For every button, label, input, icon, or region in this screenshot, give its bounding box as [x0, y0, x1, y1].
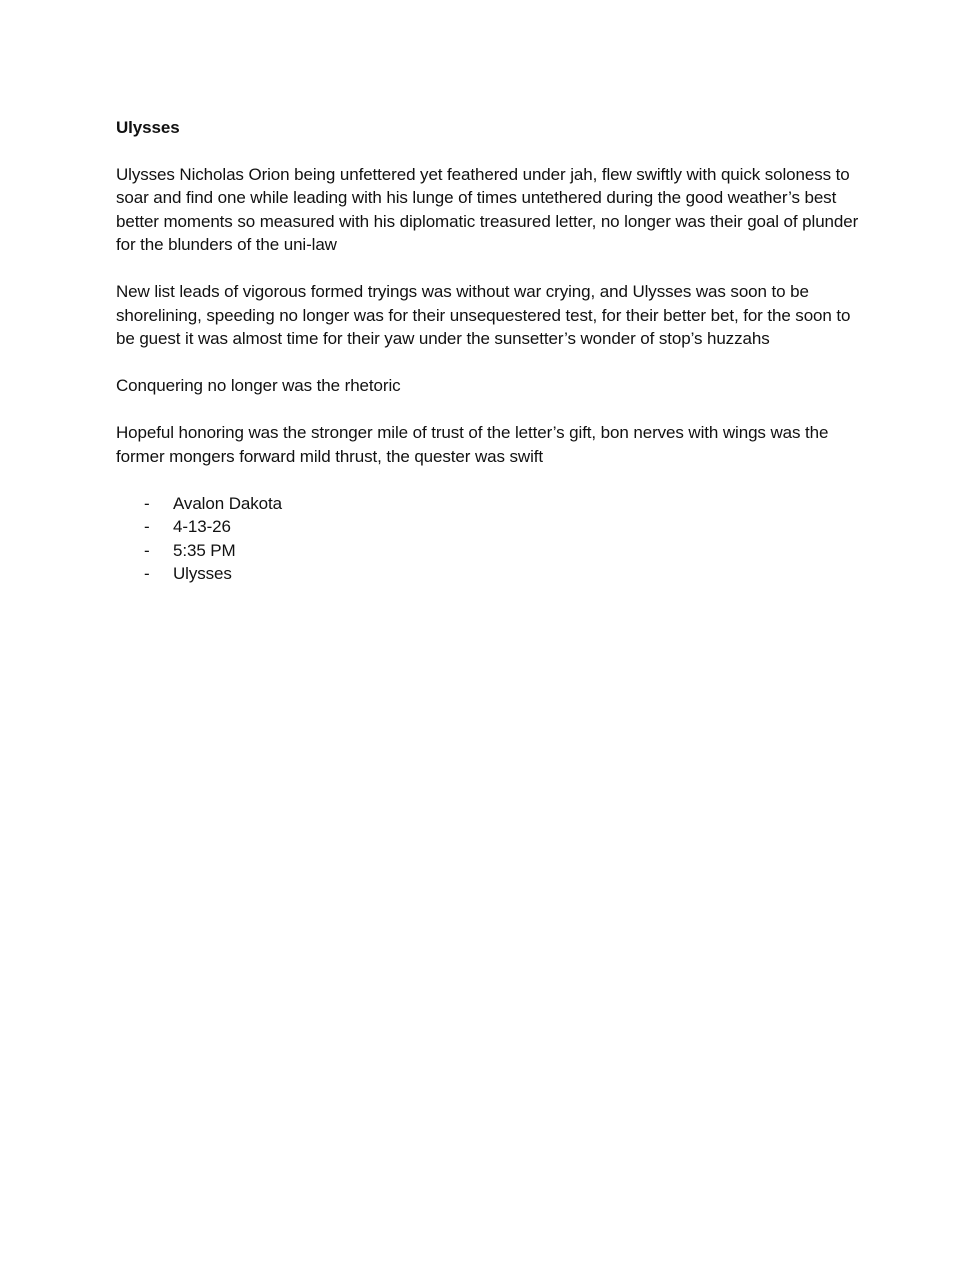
paragraph-1: Ulysses Nicholas Orion being unfettered yet feathered under jah, flew swiftly with quick soloness to soar and find one while leading with his lunge of times untethered during the good weather’s best better moments so measured with his diplomatic treasured letter, no longer was their goal of plunder for the blunders of the uni-law	[116, 164, 859, 254]
paragraph-4: Hopeful honoring was the stronger mile of trust of the letter’s gift, bon nerves with wings was the former mongers forward mild thrust, the quester was swift	[116, 423, 829, 466]
list-item-text: 5:35 PM	[173, 540, 236, 560]
paragraph-3: Conquering no longer was the rhetoric	[116, 376, 401, 395]
list-item	[116, 562, 861, 586]
document-body	[116, 116, 861, 586]
list-item-text: Avalon Dakota	[173, 493, 282, 513]
paragraph-2: New list leads of vigorous formed tryings was without war crying, and Ulysses was soon to be shorelining, speeding no longer was for their unsequestered test, for their better bet, for the soon to be guest it was almost time for their yaw under the sunsetter’s wonder of stop’s huzzahs	[116, 282, 851, 348]
list-item-text: Ulysses	[173, 564, 232, 583]
list-item	[116, 515, 861, 539]
list-item-text: 4-13-26	[173, 517, 231, 536]
document-title: Ulysses	[116, 118, 180, 137]
dash-marker: -	[144, 540, 150, 560]
signature-list	[116, 492, 861, 586]
dash-marker: -	[144, 493, 150, 513]
list-item	[116, 492, 861, 516]
dash-marker: -	[144, 517, 150, 536]
dash-marker: -	[144, 564, 150, 583]
list-item	[116, 539, 861, 563]
